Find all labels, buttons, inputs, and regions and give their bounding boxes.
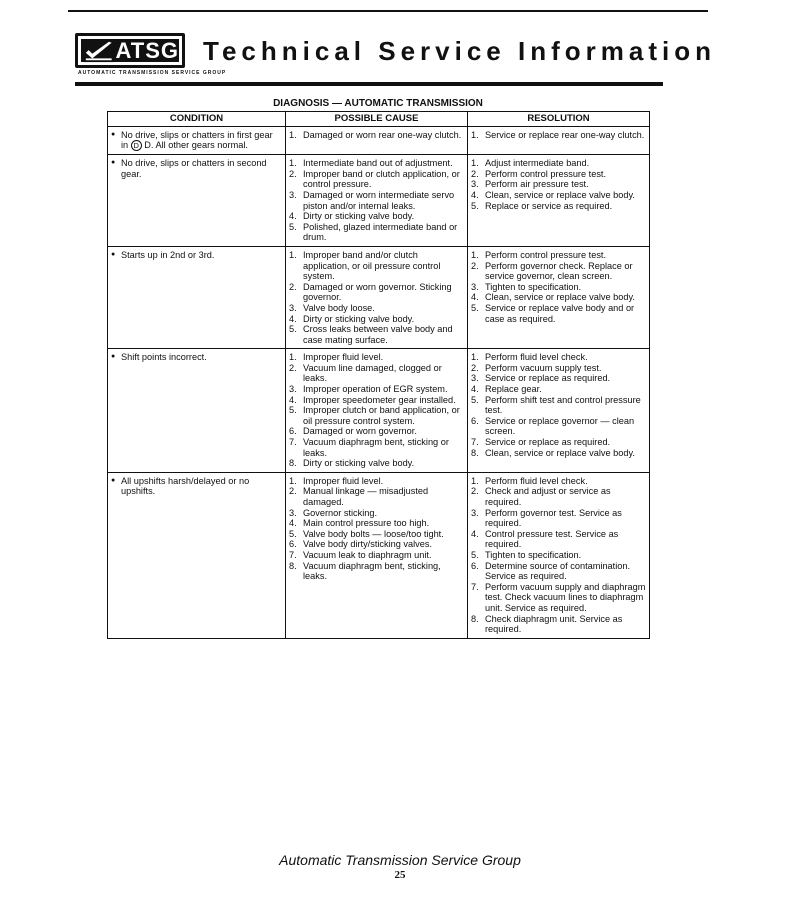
possible-cause-item (289, 405, 464, 426)
table-row (108, 155, 650, 247)
item-text: Vacuum line damaged, clogged or leaks. (303, 362, 442, 384)
possible-cause-item (289, 508, 464, 519)
resolution-item (471, 201, 646, 212)
item-text: Damaged or worn intermediate servo piston and/or internal leaks. (303, 189, 455, 211)
item-text: Dirty or sticking valve body. (303, 211, 415, 222)
possible-cause-item (289, 529, 464, 540)
resolution-item (471, 614, 646, 635)
item-number: 6. (289, 426, 297, 437)
resolution-list (471, 158, 646, 211)
item-text: Polished, glazed intermediate band or drum. (303, 221, 458, 243)
resolution-item (471, 508, 646, 529)
condition-text (111, 158, 282, 179)
item-text: Vacuum leak to diaphragm unit. (303, 549, 432, 560)
resolution-item (471, 582, 646, 614)
item-text: Cross leaks between valve body and case mating surface. (303, 324, 453, 345)
resolution-item (471, 292, 646, 303)
item-number: 1. (289, 158, 297, 169)
item-number: 4. (471, 189, 479, 200)
possible-cause-item (289, 561, 464, 582)
possible-cause-item (289, 363, 464, 384)
item-number: 2. (471, 486, 479, 497)
resolution-item (471, 395, 646, 416)
item-text: Check diaphragm unit. Service as required. (485, 613, 623, 635)
item-number: 4. (289, 313, 297, 324)
item-text: Perform governor check. Replace or service governor, clean screen. (485, 260, 633, 282)
possible-cause-item (289, 486, 464, 507)
table-body (108, 126, 650, 638)
column-header-condition: CONDITION (108, 112, 286, 127)
table-row (108, 472, 650, 638)
top-rule (68, 10, 708, 12)
item-text: Clean, service or replace valve body. (485, 189, 635, 200)
item-text: Perform fluid level check. (485, 475, 588, 486)
table-row (108, 126, 650, 155)
resolution-cell (468, 126, 650, 155)
possible-cause-item (289, 303, 464, 314)
resolution-cell (468, 472, 650, 638)
item-number: 2. (289, 168, 297, 179)
item-number: 5. (471, 200, 479, 211)
condition-cell (108, 126, 286, 155)
item-text: Check and adjust or service as required. (485, 486, 611, 507)
item-text: Dirty or sticking valve body. (303, 458, 415, 469)
item-text: Service or replace rear one-way clutch. (485, 129, 645, 140)
item-number: 7. (471, 581, 479, 592)
possible-cause-cell (286, 349, 468, 473)
item-text: Perform air pressure test. (485, 179, 589, 190)
possible-cause-item (289, 518, 464, 529)
resolution-item (471, 486, 646, 507)
item-number: 1. (471, 475, 479, 486)
condition-text-part: D. All other gears normal. (141, 140, 248, 151)
item-number: 1. (289, 475, 297, 486)
condition-text (111, 352, 282, 363)
footer-text: Automatic Transmission Service Group (279, 852, 521, 868)
logo-tagline: AUTOMATIC TRANSMISSION SERVICE GROUP (78, 70, 227, 76)
item-number: 6. (471, 415, 479, 426)
item-number: 3. (289, 507, 297, 518)
table-row (108, 349, 650, 473)
resolution-item (471, 448, 646, 459)
column-header-possible-cause: POSSIBLE CAUSE (286, 112, 468, 127)
resolution-item (471, 169, 646, 180)
item-text: Perform governor test. Service as required. (485, 507, 622, 529)
possible-cause-item (289, 222, 464, 243)
item-text: Valve body bolts — loose/too tight. (303, 528, 444, 539)
item-number: 1. (289, 352, 297, 363)
item-text: Perform vacuum supply test. (485, 362, 602, 373)
item-number: 1. (471, 352, 479, 363)
possible-cause-item (289, 324, 464, 345)
possible-cause-item (289, 352, 464, 363)
item-text: Control pressure test. Service as required. (485, 528, 619, 550)
resolution-item (471, 250, 646, 261)
possible-cause-item (289, 211, 464, 222)
resolution-item (471, 130, 646, 141)
item-text: Service or replace governor — clean screen. (485, 415, 635, 437)
item-text: Perform shift test and control pressure test. (485, 394, 641, 416)
possible-cause-item (289, 282, 464, 303)
item-number: 1. (289, 129, 297, 140)
item-number: 3. (289, 302, 297, 313)
item-text: Improper band and/or clutch application, or oil pressure control system. (303, 249, 441, 282)
item-text: Intermediate band out of adjustment. (303, 158, 453, 169)
item-text: Dirty or sticking valve body. (303, 313, 415, 324)
resolution-item (471, 179, 646, 190)
resolution-item (471, 190, 646, 201)
resolution-list (471, 130, 646, 141)
condition-text (111, 130, 282, 152)
resolution-item (471, 476, 646, 487)
item-number: 4. (289, 394, 297, 405)
possible-cause-item (289, 314, 464, 325)
item-number: 7. (289, 549, 297, 560)
item-number: 2. (289, 362, 297, 373)
item-number: 2. (289, 486, 297, 497)
item-number: 5. (471, 549, 479, 560)
resolution-item (471, 550, 646, 561)
possible-cause-item (289, 190, 464, 211)
item-number: 4. (471, 528, 479, 539)
resolution-item (471, 261, 646, 282)
column-header-resolution: RESOLUTION (468, 112, 650, 127)
item-number: 1. (471, 158, 479, 169)
resolution-item (471, 363, 646, 374)
item-text: Vacuum diaphragm bent, sticking or leaks. (303, 437, 449, 458)
item-number: 4. (289, 518, 297, 529)
possible-cause-item (289, 476, 464, 487)
item-text: Tighten to specification. (485, 281, 582, 292)
possible-cause-item (289, 395, 464, 406)
condition-text-part: All upshifts harsh/delayed or no upshifts. (121, 475, 250, 497)
item-text: Damaged or worn rear one-way clutch. (303, 129, 462, 140)
possible-cause-list (289, 158, 464, 243)
item-text: Replace or service as required. (485, 200, 613, 211)
condition-cell (108, 472, 286, 638)
item-text: Valve body loose. (303, 302, 375, 313)
table-row (108, 246, 650, 348)
item-text: Service or replace as required. (485, 437, 611, 448)
item-text: Perform fluid level check. (485, 352, 588, 363)
resolution-item (471, 158, 646, 169)
resolution-item (471, 384, 646, 395)
item-number: 1. (289, 249, 297, 260)
diagnosis-table (107, 111, 650, 639)
item-text: Clean, service or replace valve body. (485, 292, 635, 303)
resolution-cell (468, 349, 650, 473)
item-text: Tighten to specification. (485, 549, 582, 560)
condition-text (111, 476, 282, 497)
item-text: Improper clutch or band application, or oil pressure control system. (303, 405, 460, 426)
item-number: 1. (471, 129, 479, 140)
possible-cause-item (289, 384, 464, 395)
possible-cause-item (289, 158, 464, 169)
item-number: 8. (289, 458, 297, 469)
possible-cause-list (289, 352, 464, 469)
header-rule (75, 82, 663, 86)
item-number: 5. (289, 324, 297, 335)
item-text: Perform control pressure test. (485, 168, 607, 179)
item-text: Improper operation of EGR system. (303, 384, 448, 395)
item-text: Adjust intermediate band. (485, 158, 590, 169)
item-number: 7. (289, 437, 297, 448)
item-text: Damaged or worn governor. Sticking governor. (303, 281, 452, 303)
possible-cause-cell (286, 126, 468, 155)
condition-text-part: No drive, slips or chatters in second gear. (121, 158, 267, 179)
logo-text: ATSG (115, 37, 179, 63)
item-number: 5. (289, 528, 297, 539)
item-text: Main control pressure too high. (303, 518, 430, 529)
item-number: 2. (471, 168, 479, 179)
condition-cell (108, 155, 286, 247)
item-text: Vacuum diaphragm bent, sticking, leaks. (303, 560, 441, 582)
item-text: Improper speedometer gear installed. (303, 394, 456, 405)
item-text: Determine source of contamination. Service as required. (485, 560, 631, 582)
resolution-item (471, 437, 646, 448)
possible-cause-item (289, 426, 464, 437)
item-number: 5. (471, 394, 479, 405)
atsg-logo (75, 33, 185, 68)
condition-text-part: Starts up in 2nd or 3rd. (121, 249, 215, 260)
possible-cause-item (289, 437, 464, 458)
item-number: 3. (471, 281, 479, 292)
item-number: 3. (471, 179, 479, 190)
possible-cause-cell (286, 155, 468, 247)
resolution-cell (468, 246, 650, 348)
item-text: Clean, service or replace valve body. (485, 447, 635, 458)
resolution-item (471, 416, 646, 437)
table-header-row (108, 112, 650, 127)
condition-cell (108, 246, 286, 348)
item-number: 8. (289, 560, 297, 571)
item-text: Service or replace as required. (485, 373, 611, 384)
possible-cause-item (289, 250, 464, 282)
resolution-cell (468, 155, 650, 247)
item-number: 5. (289, 221, 297, 232)
resolution-list (471, 250, 646, 324)
item-text: Manual linkage — misadjusted damaged. (303, 486, 429, 507)
item-number: 4. (471, 292, 479, 303)
item-number: 5. (471, 302, 479, 313)
resolution-item (471, 561, 646, 582)
item-number: 3. (289, 189, 297, 200)
page-title: Technical Service Information (203, 36, 716, 66)
item-number: 2. (289, 281, 297, 292)
resolution-item (471, 352, 646, 363)
possible-cause-list (289, 476, 464, 582)
item-number: 1. (471, 249, 479, 260)
item-text: Perform control pressure test. (485, 249, 607, 260)
item-text: Service or replace valve body and or case as required. (485, 302, 635, 324)
possible-cause-item (289, 130, 464, 141)
resolution-list (471, 476, 646, 635)
resolution-item (471, 303, 646, 324)
item-number: 8. (471, 447, 479, 458)
item-number: 3. (289, 384, 297, 395)
possible-cause-cell (286, 246, 468, 348)
item-number: 4. (289, 211, 297, 222)
item-number: 2. (471, 362, 479, 373)
item-text: Damaged or worn governor. (303, 426, 417, 437)
item-text: Perform vacuum supply and diaphragm test. Check vacuum lines to diaphragm unit. Service as required. (485, 581, 646, 613)
resolution-item (471, 282, 646, 293)
possible-cause-item (289, 458, 464, 469)
item-text: Governor sticking. (303, 507, 378, 518)
item-number: 2. (471, 260, 479, 271)
resolution-list (471, 352, 646, 458)
item-text: Valve body dirty/sticking valves. (303, 539, 433, 550)
item-number: 3. (471, 507, 479, 518)
item-text: Improper fluid level. (303, 352, 384, 363)
item-number: 4. (471, 384, 479, 395)
possible-cause-item (289, 169, 464, 190)
possible-cause-list (289, 130, 464, 141)
item-text: Replace gear. (485, 384, 542, 395)
page-number: 25 (394, 869, 406, 881)
item-number: 3. (471, 373, 479, 384)
item-number: 6. (289, 539, 297, 550)
table-title: DIAGNOSIS — AUTOMATIC TRANSMISSION (273, 98, 483, 109)
item-number: 7. (471, 437, 479, 448)
possible-cause-item (289, 539, 464, 550)
resolution-item (471, 373, 646, 384)
condition-text-part: No drive, slips or chatters in first gear in (121, 129, 273, 151)
condition-text (111, 250, 282, 261)
checkmark-icon (84, 39, 114, 63)
condition-cell (108, 349, 286, 473)
possible-cause-list (289, 250, 464, 345)
item-number: 6. (471, 560, 479, 571)
item-number: 8. (471, 613, 479, 624)
item-number: 5. (289, 405, 297, 416)
item-text: Improper band or clutch application, or control pressure. (303, 168, 460, 190)
possible-cause-cell (286, 472, 468, 638)
drive-range-symbol: D (131, 140, 142, 151)
possible-cause-item (289, 550, 464, 561)
condition-text-part: Shift points incorrect. (121, 352, 207, 363)
resolution-item (471, 529, 646, 550)
item-text: Improper fluid level. (303, 475, 384, 486)
